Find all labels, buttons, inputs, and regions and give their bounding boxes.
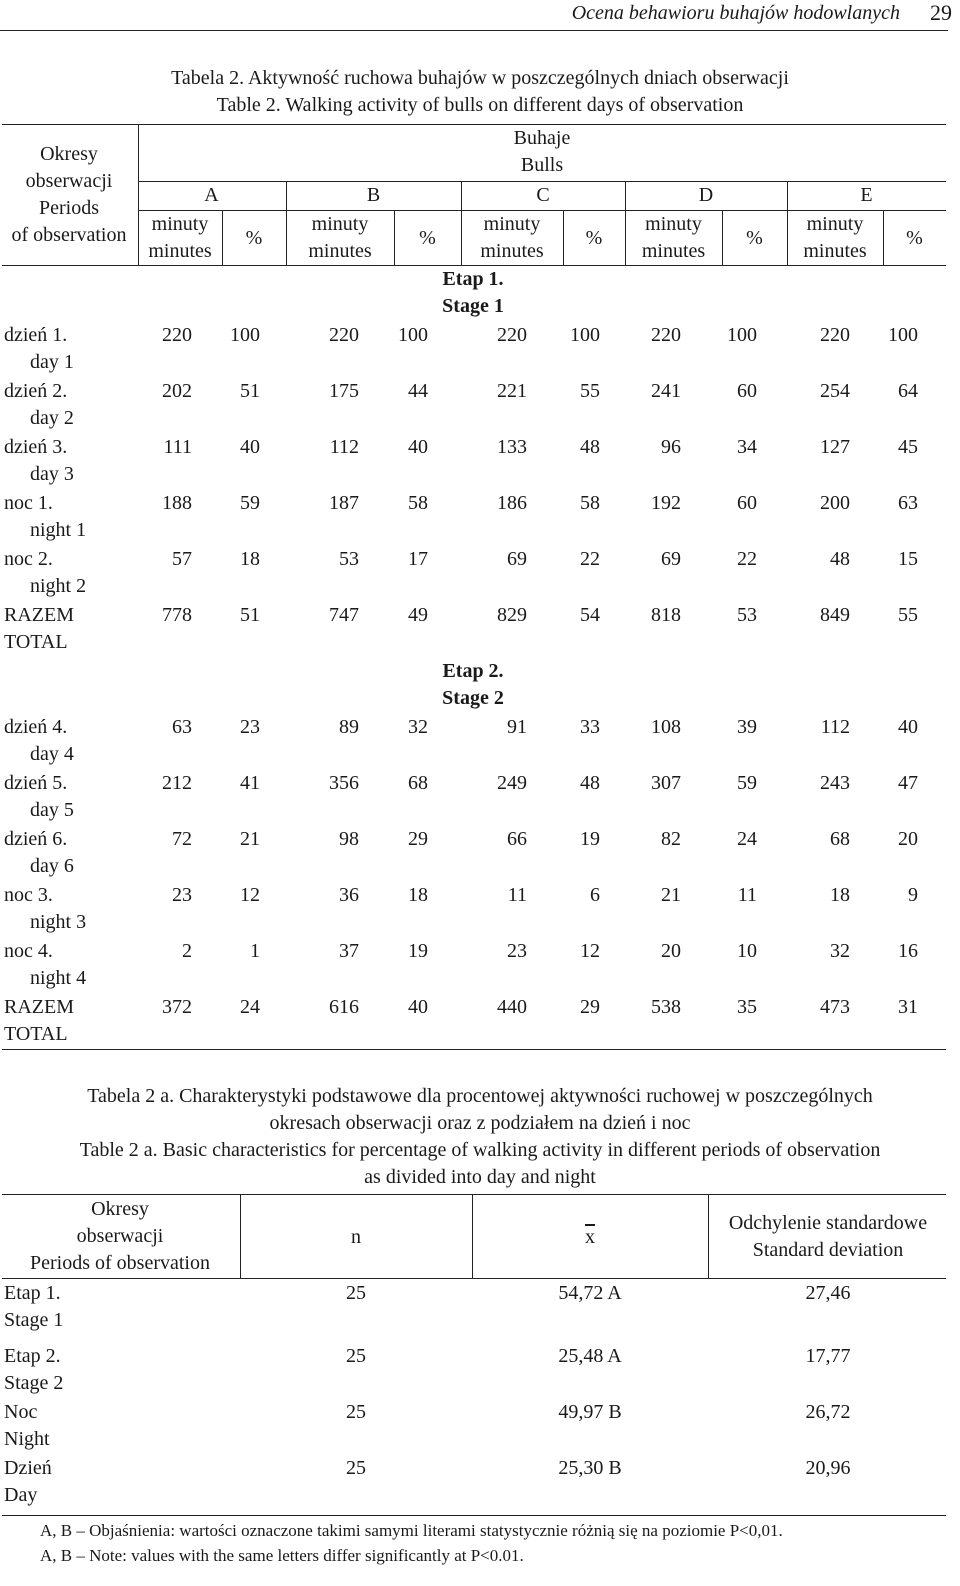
period-header-line-3: Periods <box>39 197 99 219</box>
cell-minutes: 69 <box>661 548 681 570</box>
bulls-header-en: Bulls <box>520 154 564 176</box>
cell-percent: 24 <box>737 828 757 850</box>
t2a-n-header: n <box>351 1226 361 1248</box>
cell-percent: 41 <box>240 772 260 794</box>
t2a-row-label-en: Stage 2 <box>4 1372 64 1394</box>
cell-percent: 55 <box>898 604 918 626</box>
row-label-pl: dzień 6. <box>4 828 68 850</box>
cell-minutes: 127 <box>820 436 850 458</box>
cell-percent: 10 <box>737 940 757 962</box>
cell-minutes: 616 <box>329 996 359 1018</box>
row-label-pl: RAZEM <box>4 604 74 626</box>
t2a-cell-mean: 25,30 B <box>558 1457 622 1479</box>
cell-percent: 48 <box>580 436 600 458</box>
cell-minutes: 254 <box>820 380 850 402</box>
bull-D: D <box>698 184 714 206</box>
cell-minutes: 778 <box>162 604 192 626</box>
cell-percent: 47 <box>898 772 918 794</box>
cell-minutes: 11 <box>507 884 527 906</box>
cell-percent: 11 <box>737 884 757 906</box>
cell-minutes: 89 <box>339 716 359 738</box>
cell-percent: 40 <box>408 996 428 1018</box>
t2a-sd-header-en: Standard deviation <box>752 1239 904 1261</box>
cell-percent: 59 <box>240 492 260 514</box>
cell-minutes: 69 <box>507 548 527 570</box>
cell-minutes: 21 <box>661 884 681 906</box>
row-label-en: day 2 <box>30 407 74 429</box>
cell-percent: 44 <box>408 380 428 402</box>
cell-percent: 54 <box>580 604 600 626</box>
cell-minutes: 82 <box>661 828 681 850</box>
cell-percent: 22 <box>580 548 600 570</box>
cell-minutes: 133 <box>497 436 527 458</box>
cell-percent: 6 <box>590 884 600 906</box>
cell-minutes: 220 <box>651 324 681 346</box>
cell-minutes: 186 <box>497 492 527 514</box>
cell-minutes: 112 <box>820 716 850 738</box>
stage1-label-pl: Etap 1. <box>442 268 504 290</box>
cell-minutes: 98 <box>339 828 359 850</box>
cell-percent: 33 <box>580 716 600 738</box>
cell-percent: 59 <box>737 772 757 794</box>
t2a-sd-header-pl: Odchylenie standardowe <box>728 1212 928 1234</box>
stage2-label-en: Stage 2 <box>442 687 504 709</box>
cell-percent: 40 <box>240 436 260 458</box>
cell-minutes: 220 <box>497 324 527 346</box>
cell-percent: 100 <box>727 324 757 346</box>
cell-minutes: 91 <box>507 716 527 738</box>
table2a-top-rule <box>2 1194 946 1195</box>
running-title: Ocena behawioru buhajów hodowlanych <box>571 2 900 24</box>
cell-minutes: 241 <box>651 380 681 402</box>
cell-percent: 68 <box>408 772 428 794</box>
row-label-en: night 3 <box>30 911 87 933</box>
row-label-en: day 5 <box>30 799 74 821</box>
minutes-C-en: minutes <box>480 240 544 262</box>
cell-percent: 100 <box>398 324 428 346</box>
t2a-row-label-pl: Dzień <box>4 1457 52 1479</box>
cell-percent: 63 <box>898 492 918 514</box>
percent-B: % <box>419 227 436 249</box>
cell-minutes: 818 <box>651 604 681 626</box>
cell-percent: 64 <box>898 380 918 402</box>
cell-percent: 45 <box>898 436 918 458</box>
cell-percent: 40 <box>408 436 428 458</box>
cell-minutes: 53 <box>339 548 359 570</box>
cell-minutes: 112 <box>329 436 359 458</box>
cell-percent: 53 <box>737 604 757 626</box>
cell-percent: 23 <box>240 716 260 738</box>
table2a-caption-pl-1: Tabela 2 a. Charakterystyki podstawowe dla procentowej aktywności ruchowej w poszczególnych <box>87 1085 873 1107</box>
percent-C: % <box>585 227 603 249</box>
cell-minutes: 187 <box>329 492 359 514</box>
cell-minutes: 32 <box>830 940 850 962</box>
page-number: 29 <box>930 0 952 25</box>
row-label-pl: noc 3. <box>4 884 53 906</box>
table2a-caption-en-2: as divided into day and night <box>364 1166 596 1188</box>
cell-percent: 31 <box>898 996 918 1018</box>
cell-percent: 40 <box>898 716 918 738</box>
bull-A: A <box>204 184 219 206</box>
cell-minutes: 747 <box>329 604 359 626</box>
period-header-line-4: of observation <box>11 224 127 246</box>
footnote-en: A, B – Note: values with the same letters differ significantly at P<0.01. <box>40 1546 524 1565</box>
t2a-cell-mean: 49,97 B <box>558 1401 622 1423</box>
cell-percent: 21 <box>240 828 260 850</box>
cell-percent: 100 <box>570 324 600 346</box>
cell-minutes: 473 <box>820 996 850 1018</box>
cell-minutes: 57 <box>172 548 192 570</box>
row-label-pl: noc 1. <box>4 492 53 514</box>
row-label-pl: dzień 2. <box>4 380 68 402</box>
cell-minutes: 175 <box>329 380 359 402</box>
minutes-D-pl: minuty <box>645 213 702 235</box>
row-label-pl: dzień 1. <box>4 324 68 346</box>
t2a-cell-sd: 26,72 <box>805 1401 851 1423</box>
cell-minutes: 18 <box>830 884 850 906</box>
t2a-cell-n: 25 <box>346 1401 366 1423</box>
cell-percent: 16 <box>898 940 918 962</box>
cell-percent: 22 <box>737 548 757 570</box>
period-header-line-1: Okresy <box>40 143 98 165</box>
cell-minutes: 68 <box>830 828 850 850</box>
cell-percent: 29 <box>580 996 600 1018</box>
cell-minutes: 202 <box>162 380 192 402</box>
cell-percent: 24 <box>240 996 260 1018</box>
t2a-row-label-pl: Noc <box>4 1401 38 1423</box>
cell-minutes: 63 <box>172 716 192 738</box>
cell-minutes: 2 <box>182 940 192 962</box>
cell-percent: 60 <box>737 380 757 402</box>
row-label-en: day 3 <box>30 463 74 485</box>
row-label-en: night 1 <box>30 519 87 541</box>
table2a-caption-pl-2: okresach obserwacji oraz z podziałem na dzień i noc <box>269 1112 691 1134</box>
cell-minutes: 66 <box>507 828 527 850</box>
cell-minutes: 48 <box>830 548 850 570</box>
minutes-D-en: minutes <box>641 240 706 262</box>
t2a-cell-sd: 20,96 <box>805 1457 851 1479</box>
percent-D: % <box>746 227 763 249</box>
cell-minutes: 243 <box>820 772 850 794</box>
cell-percent: 55 <box>580 380 600 402</box>
t2a-period-line-2: obserwacji <box>76 1225 164 1247</box>
percent-E: % <box>906 227 923 249</box>
minutes-A-en: minutes <box>148 240 212 262</box>
table2-caption-en: Table 2. Walking activity of bulls on different days of observation <box>216 94 744 116</box>
t2a-cell-sd: 17,77 <box>805 1345 851 1367</box>
t2a-period-line-3: Periods of observation <box>30 1252 210 1274</box>
cell-percent: 39 <box>737 716 757 738</box>
t2a-cell-mean: 54,72 A <box>558 1282 622 1304</box>
cell-percent: 12 <box>580 940 600 962</box>
cell-percent: 1 <box>250 940 260 962</box>
cell-minutes: 249 <box>497 772 527 794</box>
bull-B: B <box>366 184 381 206</box>
cell-minutes: 221 <box>497 380 527 402</box>
t2a-row-label-en: Night <box>4 1428 50 1450</box>
row-label-en: day 6 <box>30 855 74 877</box>
minutes-E-en: minutes <box>803 240 867 262</box>
cell-minutes: 829 <box>497 604 527 626</box>
t2a-cell-n: 25 <box>346 1345 366 1367</box>
cell-minutes: 23 <box>172 884 192 906</box>
cell-minutes: 220 <box>820 324 850 346</box>
cell-percent: 32 <box>408 716 428 738</box>
bull-E: E <box>860 184 873 206</box>
cell-minutes: 23 <box>507 940 527 962</box>
cell-minutes: 307 <box>651 772 681 794</box>
cell-minutes: 220 <box>329 324 359 346</box>
cell-minutes: 72 <box>172 828 192 850</box>
footnote-pl: A, B – Objaśnienia: wartości oznaczone takimi samymi literami statystycznie różnią się na poziomie P<0,01. <box>40 1521 783 1540</box>
bulls-header-pl: Buhaje <box>513 127 571 149</box>
row-label-en: night 4 <box>30 967 87 989</box>
minutes-A-pl: minuty <box>151 213 209 235</box>
cell-minutes: 192 <box>651 492 681 514</box>
cell-minutes: 108 <box>651 716 681 738</box>
table2-caption-pl: Tabela 2. Aktywność ruchowa buhajów w poszczególnych dniach obserwacji <box>171 67 789 89</box>
cell-percent: 60 <box>737 492 757 514</box>
mean-symbol: $\overline{x}$ <box>585 1226 595 1248</box>
cell-percent: 49 <box>408 604 428 626</box>
row-label-pl: dzień 3. <box>4 436 68 458</box>
stage1-label-en: Stage 1 <box>442 295 504 317</box>
cell-percent: 58 <box>408 492 428 514</box>
cell-percent: 19 <box>408 940 428 962</box>
row-label-en: TOTAL <box>4 1023 68 1045</box>
cell-percent: 19 <box>580 828 600 850</box>
cell-minutes: 356 <box>329 772 359 794</box>
t2a-cell-n: 25 <box>346 1282 366 1304</box>
table2a-caption-en-1: Table 2 a. Basic characteristics for percentage of walking activity in different periods of observation <box>79 1139 881 1161</box>
row-label-en: day 4 <box>30 743 74 765</box>
cell-minutes: 212 <box>162 772 192 794</box>
row-label-pl: dzień 5. <box>4 772 68 794</box>
t2a-row-label-en: Day <box>4 1484 38 1506</box>
cell-percent: 18 <box>240 548 260 570</box>
row-label-en: TOTAL <box>4 631 68 653</box>
cell-percent: 9 <box>908 884 918 906</box>
row-label-en: day 1 <box>30 351 74 373</box>
minutes-E-pl: minuty <box>806 213 864 235</box>
cell-minutes: 36 <box>339 884 359 906</box>
period-header-line-2: obserwacji <box>25 170 113 192</box>
t2a-row-label-pl: Etap 1. <box>4 1282 61 1304</box>
t2a-row-label-pl: Etap 2. <box>4 1345 61 1367</box>
t2a-cell-n: 25 <box>346 1457 366 1479</box>
row-label-pl: noc 2. <box>4 548 53 570</box>
cell-minutes: 220 <box>162 324 192 346</box>
cell-percent: 17 <box>408 548 428 570</box>
percent-A: % <box>245 227 263 249</box>
cell-minutes: 96 <box>661 436 681 458</box>
cell-percent: 51 <box>240 380 260 402</box>
cell-minutes: 37 <box>339 940 359 962</box>
cell-percent: 48 <box>580 772 600 794</box>
cell-percent: 58 <box>580 492 600 514</box>
cell-percent: 51 <box>240 604 260 626</box>
cell-percent: 12 <box>240 884 260 906</box>
cell-percent: 34 <box>737 436 757 458</box>
cell-minutes: 200 <box>820 492 850 514</box>
t2a-period-line-1: Okresy <box>91 1198 149 1220</box>
t2a-mean-header <box>472 1224 708 1251</box>
cell-minutes: 849 <box>820 604 850 626</box>
row-label-pl: noc 4. <box>4 940 53 962</box>
cell-minutes: 372 <box>162 996 192 1018</box>
t2a-row-label-en: Stage 1 <box>4 1309 64 1331</box>
cell-minutes: 111 <box>163 436 192 458</box>
cell-percent: 29 <box>408 828 428 850</box>
cell-minutes: 440 <box>497 996 527 1018</box>
table2a-header-bottom-rule <box>2 1278 946 1279</box>
cell-minutes: 20 <box>661 940 681 962</box>
table2a-bottom-rule <box>2 1515 946 1516</box>
row-label-en: night 2 <box>30 575 87 597</box>
cell-percent: 15 <box>898 548 918 570</box>
cell-percent: 100 <box>230 324 260 346</box>
cell-minutes: 538 <box>651 996 681 1018</box>
t2a-cell-mean: 25,48 A <box>558 1345 622 1367</box>
cell-percent: 35 <box>737 996 757 1018</box>
cell-percent: 100 <box>888 324 918 346</box>
cell-percent: 18 <box>408 884 428 906</box>
minutes-B-pl: minuty <box>311 213 369 235</box>
bull-C: C <box>536 184 550 206</box>
cell-minutes: 188 <box>162 492 192 514</box>
row-label-pl: dzień 4. <box>4 716 68 738</box>
minutes-B-en: minutes <box>308 240 372 262</box>
stage2-label-pl: Etap 2. <box>442 660 504 682</box>
cell-percent: 20 <box>898 828 918 850</box>
t2a-cell-sd: 27,46 <box>805 1282 851 1304</box>
row-label-pl: RAZEM <box>4 996 74 1018</box>
minutes-C-pl: minuty <box>483 213 541 235</box>
